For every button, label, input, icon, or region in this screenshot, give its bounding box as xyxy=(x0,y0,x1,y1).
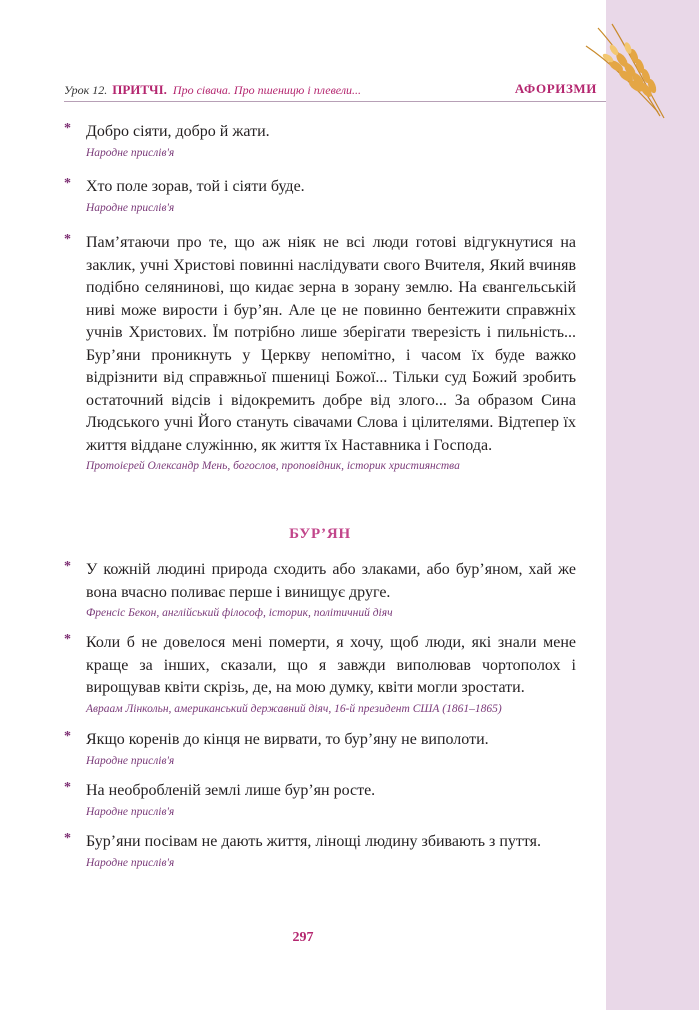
aphorism-text: Коли б не довелося мені померти, я хочу, щоб люди, які знали мене краще за інших, сказали, що я завжди виполював чортополох і вирощував квіти скрізь, де, на мою думку, квіти могли зростати. xyxy=(86,634,576,696)
section-label: АФОРИЗМИ xyxy=(514,81,597,96)
bullet-icon: * xyxy=(64,176,71,191)
bullet-icon: * xyxy=(64,232,71,247)
aphorism-item xyxy=(64,121,576,161)
aphorism-item xyxy=(64,176,576,216)
aphorism-text: Бур’яни посівам не дають життя, лінощі людину збивають з пуття. xyxy=(86,833,542,850)
aphorism-text: Добро сіяти, добро й жати. xyxy=(86,123,270,140)
aphorism-source: Протоієрей Олександр Мень, богослов, проповідник, історик християнства xyxy=(86,460,460,472)
bullet-icon: * xyxy=(64,780,71,795)
aphorism-source: Авраам Лінкольн, американський державний діяч, 16-й президент США (1861–1865) xyxy=(86,702,502,715)
bullet-icon: * xyxy=(64,559,71,574)
aphorism-item xyxy=(64,831,576,871)
bullet-icon: * xyxy=(64,729,71,744)
aphorism-text: Пам’ятаючи про те, що аж ніяк не всі люди готові відгукнутися на заклик, учні Христові повинні наслідувати свого Вчителя, Який вчиняв подібно селянинові, що кидає зерна в зорану землю. На євангельській ниві може вирости і бур’ян. Але це не повинно бентежити справжніх учнів Христових. Їм потрібно лише зберігати тверезість і пильність... Бур’яни проникнуть у Церкву непомітно, і часом їх буде важко відрізнити від справжньої пшениці Божої... Тільки суд Божий зробить остаточний відсів і відокремить добре від злого... За образом Сина Людського учні Його стануть сівачами Слова і цілителями. Відтепер їх життя віддане служінню, як життя їх Наставника і Господа. xyxy=(86,234,576,454)
aphorism-item xyxy=(64,729,576,769)
page-number: 297 xyxy=(292,930,314,945)
aphorism-source: Народне прислів'я xyxy=(86,146,175,159)
wheat-icon xyxy=(578,20,670,120)
aphorism-item xyxy=(64,780,576,820)
aphorism-source: Народне прислів'я xyxy=(86,805,175,818)
side-band xyxy=(606,0,699,1010)
page-header xyxy=(64,80,597,102)
aphorism-text: Хто поле зорав, той і сіяти буде. xyxy=(86,178,305,195)
lesson-subtitle: Про сівача. Про пшеницю і плевели... xyxy=(172,83,362,97)
aphorism-source: Народне прислів'я xyxy=(86,201,175,214)
bullet-icon: * xyxy=(64,632,71,647)
aphorism-source: Френсіс Бекон, англійський філософ, історик, політичний діяч xyxy=(86,607,393,619)
bullet-icon: * xyxy=(64,831,71,846)
aphorism-source: Народне прислів'я xyxy=(86,754,175,767)
header-divider xyxy=(64,101,606,102)
aphorism-text: У кожній людині природа сходить або злаками, або бур’яном, хай же вона вчасно поливає перше і винищує друге. xyxy=(86,561,576,601)
aphorism-text: Якщо коренів до кінця не вирвати, то бур’яну не виполоти. xyxy=(86,731,489,748)
lesson-title xyxy=(64,82,361,98)
aphorism-item xyxy=(64,559,576,621)
lesson-number: Урок 12. xyxy=(64,83,108,97)
aphorism-item xyxy=(64,632,576,717)
section-title: БУР’ЯН xyxy=(289,526,351,542)
aphorism-text: На необробленій землі лише бур’ян росте. xyxy=(86,782,376,799)
bullet-icon: * xyxy=(64,121,71,136)
aphorism-item xyxy=(64,232,576,474)
lesson-topic: ПРИТЧІ. xyxy=(112,82,167,97)
aphorism-source: Народне прислів'я xyxy=(86,856,175,869)
